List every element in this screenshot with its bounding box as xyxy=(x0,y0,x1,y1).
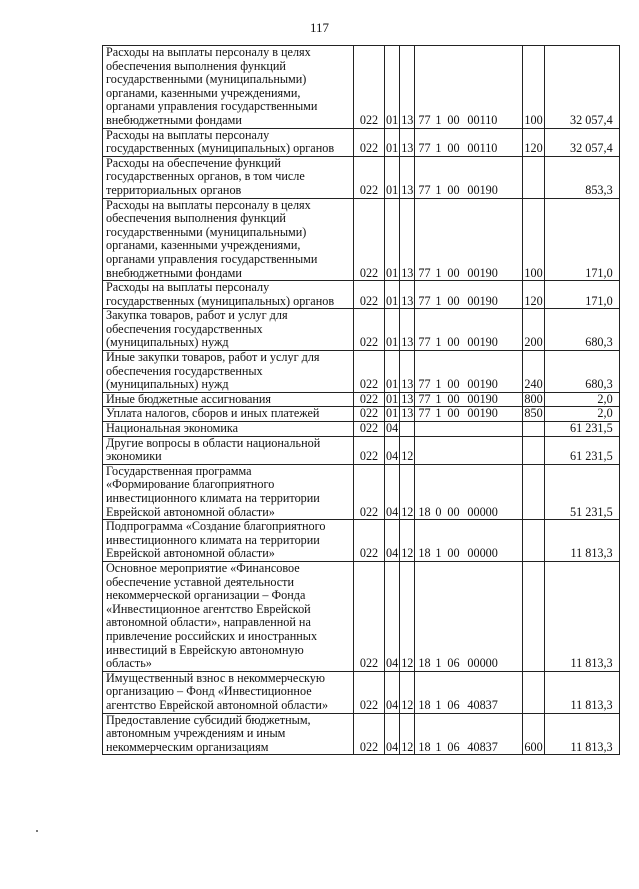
ministry-code-cell: 022 xyxy=(354,128,385,156)
row-name-cell xyxy=(103,422,354,437)
ministry-code-cell: 022 xyxy=(354,561,385,671)
amount-cell: 680,3 xyxy=(544,309,619,351)
ministry-code-cell: 022 xyxy=(354,46,385,129)
amount-cell: 853,3 xyxy=(544,156,619,198)
ministry-code-cell: 022 xyxy=(354,422,385,437)
section-code-cell: 04 xyxy=(385,713,400,755)
target-article-code-cell xyxy=(415,128,523,156)
ministry-code-cell: 022 xyxy=(354,407,385,422)
amount-cell: 11 813,3 xyxy=(544,520,619,562)
section-code-cell: 01 xyxy=(385,309,400,351)
row-name-line: Расходы на выплаты персоналу в целях xyxy=(106,198,311,212)
target-article-code-part: 00190 xyxy=(467,335,498,350)
row-name-cell xyxy=(103,407,354,422)
row-name-line: Расходы на выплаты персоналу xyxy=(106,128,270,142)
table-row xyxy=(103,392,620,407)
row-name-line: некоммерческой организации – Фонда xyxy=(106,588,306,603)
table-row xyxy=(103,520,620,562)
target-article-code-part: 77 xyxy=(418,182,431,197)
subsection-code-cell: 13 xyxy=(400,198,415,281)
subsection-code-cell: 12 xyxy=(400,561,415,671)
subsection-code-cell: 12 xyxy=(400,520,415,562)
section-code-cell: 01 xyxy=(385,351,400,393)
subsection-code-cell: 13 xyxy=(401,406,414,421)
target-article-code-part: 06 xyxy=(447,656,460,671)
row-name-line: обеспечения выполнения функций xyxy=(106,58,286,73)
target-article-code-cell xyxy=(415,464,523,519)
expense-type-code-cell: 100 xyxy=(523,46,544,129)
target-article-code-part: 40837 xyxy=(467,739,498,754)
expense-type-code-cell: 200 xyxy=(523,309,544,351)
section-code-cell: 04 xyxy=(385,464,400,519)
row-name-cell xyxy=(103,464,354,519)
ministry-code-cell: 022 xyxy=(354,392,385,407)
row-name-line: привлечение российских и иностранных xyxy=(106,628,318,643)
target-article-code-part: 1 xyxy=(435,377,442,392)
row-name-line: организацию – Фонд «Инвестиционное xyxy=(106,684,312,699)
amount-cell: 61 231,5 xyxy=(544,436,619,464)
target-article-code-part: 00110 xyxy=(467,112,498,127)
target-article-code-cell xyxy=(415,713,523,755)
target-article-code-cell xyxy=(415,520,523,562)
target-article-code-part: 00190 xyxy=(467,377,498,392)
row-name-cell xyxy=(103,561,354,671)
table-row xyxy=(103,561,620,671)
page-number: 117 xyxy=(309,20,330,35)
subsection-code-cell: 13 xyxy=(401,392,414,406)
expense-type-code-cell: 240 xyxy=(523,351,544,393)
target-article-code-part: 00 xyxy=(447,182,460,197)
target-article-code-part: 00110 xyxy=(467,141,498,156)
row-name-line: государственных органов, в том числе xyxy=(106,169,305,184)
table-row xyxy=(103,351,620,393)
target-article-code-part: 1 xyxy=(435,697,442,712)
row-name-line: «Инвестиционное агентство Еврейской xyxy=(106,601,311,616)
ministry-code-cell: 022 xyxy=(354,156,385,198)
ministry-code-cell: 022 xyxy=(354,281,385,309)
row-name-line: территориальных органов xyxy=(106,182,242,197)
row-name-line: Предоставление субсидий бюджетным, xyxy=(106,713,311,727)
amount-cell: 32 057,4 xyxy=(544,46,619,129)
table-row xyxy=(103,46,620,129)
target-article-code-part: 77 xyxy=(418,293,431,308)
target-article-code-part: 77 xyxy=(418,112,431,127)
row-name-line: Еврейской автономной области» xyxy=(106,546,275,561)
target-article-code-part: 18 xyxy=(418,656,431,671)
subsection-code-cell: 13 xyxy=(400,281,415,309)
row-name-line: (муниципальных) нужд xyxy=(106,377,229,392)
amount-cell: 2,0 xyxy=(544,392,619,407)
target-article-code-cell xyxy=(415,407,523,422)
amount-cell: 2,0 xyxy=(544,407,619,422)
target-article-code-cell xyxy=(415,351,523,393)
row-name-line: Подпрограмма «Создание благоприятного xyxy=(106,519,326,534)
target-article-code-part: 1 xyxy=(435,739,442,754)
row-name-line: «Формирование благоприятного xyxy=(106,477,275,492)
expense-type-code-cell: 120 xyxy=(523,128,544,156)
table-row xyxy=(103,407,620,422)
amount-cell: 11 813,3 xyxy=(544,561,619,671)
target-article-code-cell xyxy=(415,561,523,671)
budget-table xyxy=(102,45,620,755)
ministry-code-cell: 022 xyxy=(354,713,385,755)
target-article-code-cell xyxy=(415,46,523,129)
row-name-line: внебюджетными фондами xyxy=(106,265,242,280)
ministry-code-cell: 022 xyxy=(354,198,385,281)
row-name-line: государственными (муниципальными) xyxy=(106,72,307,87)
target-article-code-part: 00000 xyxy=(467,504,498,519)
row-name-line: Другие вопросы в области национальной xyxy=(106,436,321,450)
row-name-cell xyxy=(103,198,354,281)
target-article-code-part: 1 xyxy=(435,392,442,406)
section-code-cell: 01 xyxy=(385,156,400,198)
row-name-line: Имущественный взнос в некоммерческую xyxy=(106,671,325,685)
row-name-line: автономным учреждениям и иным xyxy=(106,726,286,741)
section-code-cell: 04 xyxy=(385,520,400,562)
target-article-code-cell xyxy=(415,392,523,407)
target-article-code-part: 18 xyxy=(418,546,431,561)
subsection-code-cell: 13 xyxy=(400,351,415,393)
row-name-line: Расходы на выплаты персоналу xyxy=(106,280,270,295)
subsection-code-cell: 12 xyxy=(400,713,415,755)
target-article-code-cell xyxy=(415,281,523,309)
expense-type-code-cell: 100 xyxy=(523,198,544,281)
row-name-line: Расходы на выплаты персоналу в целях xyxy=(106,45,311,59)
target-article-code-part: 00000 xyxy=(467,656,498,671)
target-article-code-part: 77 xyxy=(418,406,431,421)
scan-speck xyxy=(36,830,38,832)
target-article-code-part: 40837 xyxy=(467,697,498,712)
row-name-line: Еврейской автономной области» xyxy=(106,504,275,519)
row-name-line: государственными (муниципальными) xyxy=(106,224,307,239)
row-name-line: Национальная экономика xyxy=(106,421,239,436)
target-article-code-part: 1 xyxy=(435,656,442,671)
target-article-code-cell xyxy=(415,422,523,437)
section-code-cell: 04 xyxy=(385,436,400,464)
target-article-code-cell xyxy=(415,198,523,281)
subsection-code-cell: 13 xyxy=(400,309,415,351)
target-article-code-part: 00 xyxy=(447,141,460,156)
target-article-code-part: 77 xyxy=(418,392,431,406)
row-name-line: экономики xyxy=(106,449,162,464)
amount-cell: 171,0 xyxy=(544,281,619,309)
ministry-code-cell: 022 xyxy=(354,309,385,351)
expense-type-code-cell xyxy=(523,436,544,464)
section-code-cell: 01 xyxy=(385,128,400,156)
target-article-code-part: 1 xyxy=(435,406,442,421)
row-name-line: Государственная программа xyxy=(106,464,252,478)
row-name-line: автономной области», направленной на xyxy=(106,615,311,630)
row-name-cell xyxy=(103,392,354,407)
table-row xyxy=(103,671,620,713)
expense-type-code-cell xyxy=(523,561,544,671)
row-name-line: органами управления государственными xyxy=(106,99,318,114)
target-article-code-part: 00190 xyxy=(467,293,498,308)
row-name-cell xyxy=(103,281,354,309)
row-name-line: органами, казенными учреждениями, xyxy=(106,85,301,100)
target-article-code-part: 06 xyxy=(447,739,460,754)
expense-type-code-cell xyxy=(523,464,544,519)
target-article-code-part: 77 xyxy=(418,377,431,392)
row-name-line: обеспечение уставной деятельности xyxy=(106,574,295,589)
target-article-code-part: 00 xyxy=(447,265,460,280)
amount-cell: 32 057,4 xyxy=(544,128,619,156)
row-name-line: обеспечения выполнения функций xyxy=(106,211,286,226)
row-name-cell xyxy=(103,713,354,755)
section-code-cell: 01 xyxy=(386,406,399,421)
row-name-line: органами, казенными учреждениями, xyxy=(106,238,301,253)
row-name-cell xyxy=(103,128,354,156)
expense-type-code-cell: 850 xyxy=(524,406,543,421)
row-name-line: обеспечения государственных xyxy=(106,321,263,336)
row-name-cell xyxy=(103,351,354,393)
target-article-code-part: 00 xyxy=(447,112,460,127)
amount-cell: 51 231,5 xyxy=(544,464,619,519)
ministry-code-cell: 022 xyxy=(354,464,385,519)
target-article-code-part: 00190 xyxy=(467,265,498,280)
row-name-line: Расходы на обеспечение функций xyxy=(106,156,281,170)
expense-type-code-cell: 600 xyxy=(523,713,544,755)
subsection-code-cell: 13 xyxy=(400,46,415,129)
table-row xyxy=(103,422,620,437)
table-row xyxy=(103,309,620,351)
expense-type-code-cell xyxy=(523,520,544,562)
target-article-code-cell xyxy=(415,309,523,351)
row-name-line: инвестиционного климата на территории xyxy=(106,532,320,547)
row-name-line: внебюджетными фондами xyxy=(106,112,242,127)
ministry-code-cell: 022 xyxy=(354,520,385,562)
target-article-code-part: 77 xyxy=(418,335,431,350)
target-article-code-part: 18 xyxy=(418,739,431,754)
row-name-line: инвестиций в Еврейскую автономную xyxy=(106,642,304,657)
section-code-cell: 01 xyxy=(385,46,400,129)
row-name-cell xyxy=(103,671,354,713)
target-article-code-part: 1 xyxy=(435,265,442,280)
subsection-code-cell: 12 xyxy=(400,464,415,519)
target-article-code-cell xyxy=(415,436,523,464)
row-name-line: инвестиционного климата на территории xyxy=(106,491,320,505)
row-name-line: Уплата налогов, сборов и иных платежей xyxy=(106,406,320,421)
subsection-code-cell: 12 xyxy=(400,436,415,464)
row-name-line: Закупка товаров, работ и услуг для xyxy=(106,308,288,323)
target-article-code-cell xyxy=(415,671,523,713)
amount-cell: 680,3 xyxy=(544,351,619,393)
subsection-code-cell: 13 xyxy=(400,156,415,198)
target-article-code-part: 1 xyxy=(435,293,442,308)
row-name-cell xyxy=(103,156,354,198)
target-article-code-part: 0 xyxy=(435,504,442,519)
row-name-cell xyxy=(103,436,354,464)
row-name-cell xyxy=(103,309,354,351)
expense-type-code-cell xyxy=(523,422,544,437)
target-article-code-part: 18 xyxy=(418,697,431,712)
table-row xyxy=(103,713,620,755)
table-row xyxy=(103,464,620,519)
target-article-code-part: 77 xyxy=(418,265,431,280)
expense-type-code-cell xyxy=(523,156,544,198)
table-row xyxy=(103,156,620,198)
target-article-code-cell xyxy=(415,156,523,198)
row-name-cell xyxy=(103,520,354,562)
target-article-code-part: 18 xyxy=(418,504,431,519)
row-name-line: область» xyxy=(106,656,152,671)
ministry-code-cell: 022 xyxy=(354,671,385,713)
target-article-code-part: 00190 xyxy=(467,182,498,197)
row-name-line: обеспечения государственных xyxy=(106,363,263,378)
amount-cell: 11 813,3 xyxy=(544,713,619,755)
row-name-line: агентство Еврейской автономной области» xyxy=(106,697,329,712)
amount-cell: 11 813,3 xyxy=(544,671,619,713)
table-row xyxy=(103,436,620,464)
row-name-line: государственных (муниципальных) органов xyxy=(106,141,335,156)
section-code-cell: 01 xyxy=(385,281,400,309)
target-article-code-part: 77 xyxy=(418,141,431,156)
target-article-code-part: 00 xyxy=(447,504,460,519)
section-code-cell: 04 xyxy=(385,671,400,713)
row-name-cell xyxy=(103,46,354,129)
ministry-code-cell: 022 xyxy=(354,351,385,393)
section-code-cell: 04 xyxy=(386,421,399,436)
subsection-code-cell xyxy=(400,422,415,437)
section-code-cell: 04 xyxy=(385,561,400,671)
target-article-code-part: 00 xyxy=(447,406,460,421)
section-code-cell: 01 xyxy=(386,392,399,406)
target-article-code-part: 1 xyxy=(435,182,442,197)
target-article-code-part: 1 xyxy=(435,112,442,127)
row-name-line: Иные закупки товаров, работ и услуг для xyxy=(106,350,320,365)
target-article-code-part: 00 xyxy=(447,546,460,561)
target-article-code-part: 00190 xyxy=(467,392,498,406)
expense-type-code-cell: 800 xyxy=(524,392,543,406)
row-name-line: государственных (муниципальных) органов xyxy=(106,293,335,308)
target-article-code-part: 00 xyxy=(447,335,460,350)
row-name-line: Иные бюджетные ассигнования xyxy=(106,392,272,406)
expense-type-code-cell: 120 xyxy=(523,281,544,309)
target-article-code-part: 1 xyxy=(435,141,442,156)
target-article-code-part: 06 xyxy=(447,697,460,712)
table-row xyxy=(103,281,620,309)
section-code-cell: 01 xyxy=(385,198,400,281)
target-article-code-part: 00 xyxy=(447,293,460,308)
table-row xyxy=(103,198,620,281)
table-row xyxy=(103,128,620,156)
row-name-line: некоммерческим организациям xyxy=(106,739,269,754)
subsection-code-cell: 13 xyxy=(400,128,415,156)
target-article-code-part: 1 xyxy=(435,335,442,350)
table-body xyxy=(103,46,620,755)
target-article-code-part: 00 xyxy=(447,392,460,406)
target-article-code-part: 1 xyxy=(435,546,442,561)
target-article-code-part: 00190 xyxy=(467,406,498,421)
target-article-code-part: 00000 xyxy=(467,546,498,561)
ministry-code-cell: 022 xyxy=(354,436,385,464)
row-name-line: органами управления государственными xyxy=(106,251,318,266)
row-name-line: (муниципальных) нужд xyxy=(106,335,229,350)
amount-cell: 61 231,5 xyxy=(544,422,619,437)
amount-cell: 171,0 xyxy=(544,198,619,281)
row-name-line: Основное мероприятие «Финансовое xyxy=(106,561,300,575)
expense-type-code-cell xyxy=(523,671,544,713)
target-article-code-part: 00 xyxy=(447,377,460,392)
subsection-code-cell: 12 xyxy=(400,671,415,713)
